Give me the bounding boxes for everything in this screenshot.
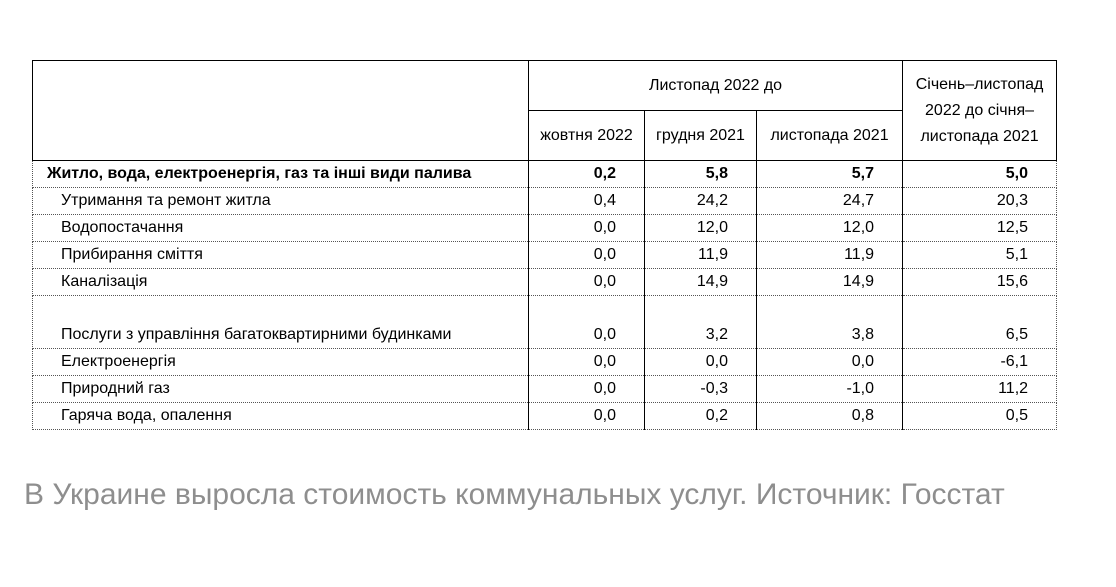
header-col-oct-2022: жовтня 2022 (529, 111, 645, 161)
row-value: 0,0 (645, 349, 757, 376)
row-value: 6,5 (903, 296, 1057, 349)
row-label: Природний газ (33, 376, 529, 403)
row-label: Прибирання сміття (33, 242, 529, 269)
table-header (33, 61, 1057, 161)
price-index-table-container (32, 60, 1056, 430)
row-value: -6,1 (903, 349, 1057, 376)
row-value: 0,4 (529, 188, 645, 215)
row-value: 0,0 (529, 403, 645, 430)
header-cumulative: Січень–листопад 2022 до січня–листопада 2021 (903, 61, 1057, 161)
header-col-dec-2021: грудня 2021 (645, 111, 757, 161)
row-value: 0,0 (529, 269, 645, 296)
table-row (33, 161, 1057, 188)
row-value: -1,0 (757, 376, 903, 403)
row-value: 5,0 (903, 161, 1057, 188)
table-row (33, 376, 1057, 403)
row-value: 11,2 (903, 376, 1057, 403)
row-value: 0,0 (529, 296, 645, 349)
table-row (33, 349, 1057, 376)
row-value: 14,9 (645, 269, 757, 296)
row-value: 12,0 (757, 215, 903, 242)
row-value: 0,0 (529, 376, 645, 403)
row-value: 0,2 (645, 403, 757, 430)
table-row (33, 215, 1057, 242)
header-col-nov-2021: листопада 2021 (757, 111, 903, 161)
row-value: 0,0 (529, 215, 645, 242)
row-value: 0,0 (529, 349, 645, 376)
row-value: 0,5 (903, 403, 1057, 430)
row-label: Гаряча вода, опалення (33, 403, 529, 430)
table-row (33, 296, 1057, 349)
row-label: Електроенергія (33, 349, 529, 376)
price-index-table (32, 60, 1057, 430)
row-value: 11,9 (645, 242, 757, 269)
header-corner-cell (33, 61, 529, 161)
table-body (33, 161, 1057, 430)
row-value: 5,7 (757, 161, 903, 188)
row-value: 0,0 (757, 349, 903, 376)
row-value: 0,0 (529, 242, 645, 269)
table-row (33, 403, 1057, 430)
table-row (33, 242, 1057, 269)
row-value: 12,5 (903, 215, 1057, 242)
row-label: Житло, вода, електроенергія, газ та інші види палива (33, 161, 529, 188)
row-label: Каналізація (33, 269, 529, 296)
row-value: 5,8 (645, 161, 757, 188)
row-value: 3,8 (757, 296, 903, 349)
row-value: 24,7 (757, 188, 903, 215)
row-value: 5,1 (903, 242, 1057, 269)
row-value: 0,2 (529, 161, 645, 188)
table-row (33, 188, 1057, 215)
table-row (33, 269, 1057, 296)
row-value: 24,2 (645, 188, 757, 215)
row-value: 14,9 (757, 269, 903, 296)
row-value: 3,2 (645, 296, 757, 349)
header-period-group: Листопад 2022 до (529, 61, 903, 111)
row-label: Водопостачання (33, 215, 529, 242)
row-value: 20,3 (903, 188, 1057, 215)
image-caption: В Украине выросла стоимость коммунальных услуг. Источник: Госстат (24, 478, 1005, 511)
row-value: 15,6 (903, 269, 1057, 296)
row-value: 11,9 (757, 242, 903, 269)
row-value: 12,0 (645, 215, 757, 242)
row-value: -0,3 (645, 376, 757, 403)
row-label: Послуги з управління багатоквартирними будинками (33, 296, 529, 349)
row-label: Утримання та ремонт житла (33, 188, 529, 215)
row-value: 0,8 (757, 403, 903, 430)
